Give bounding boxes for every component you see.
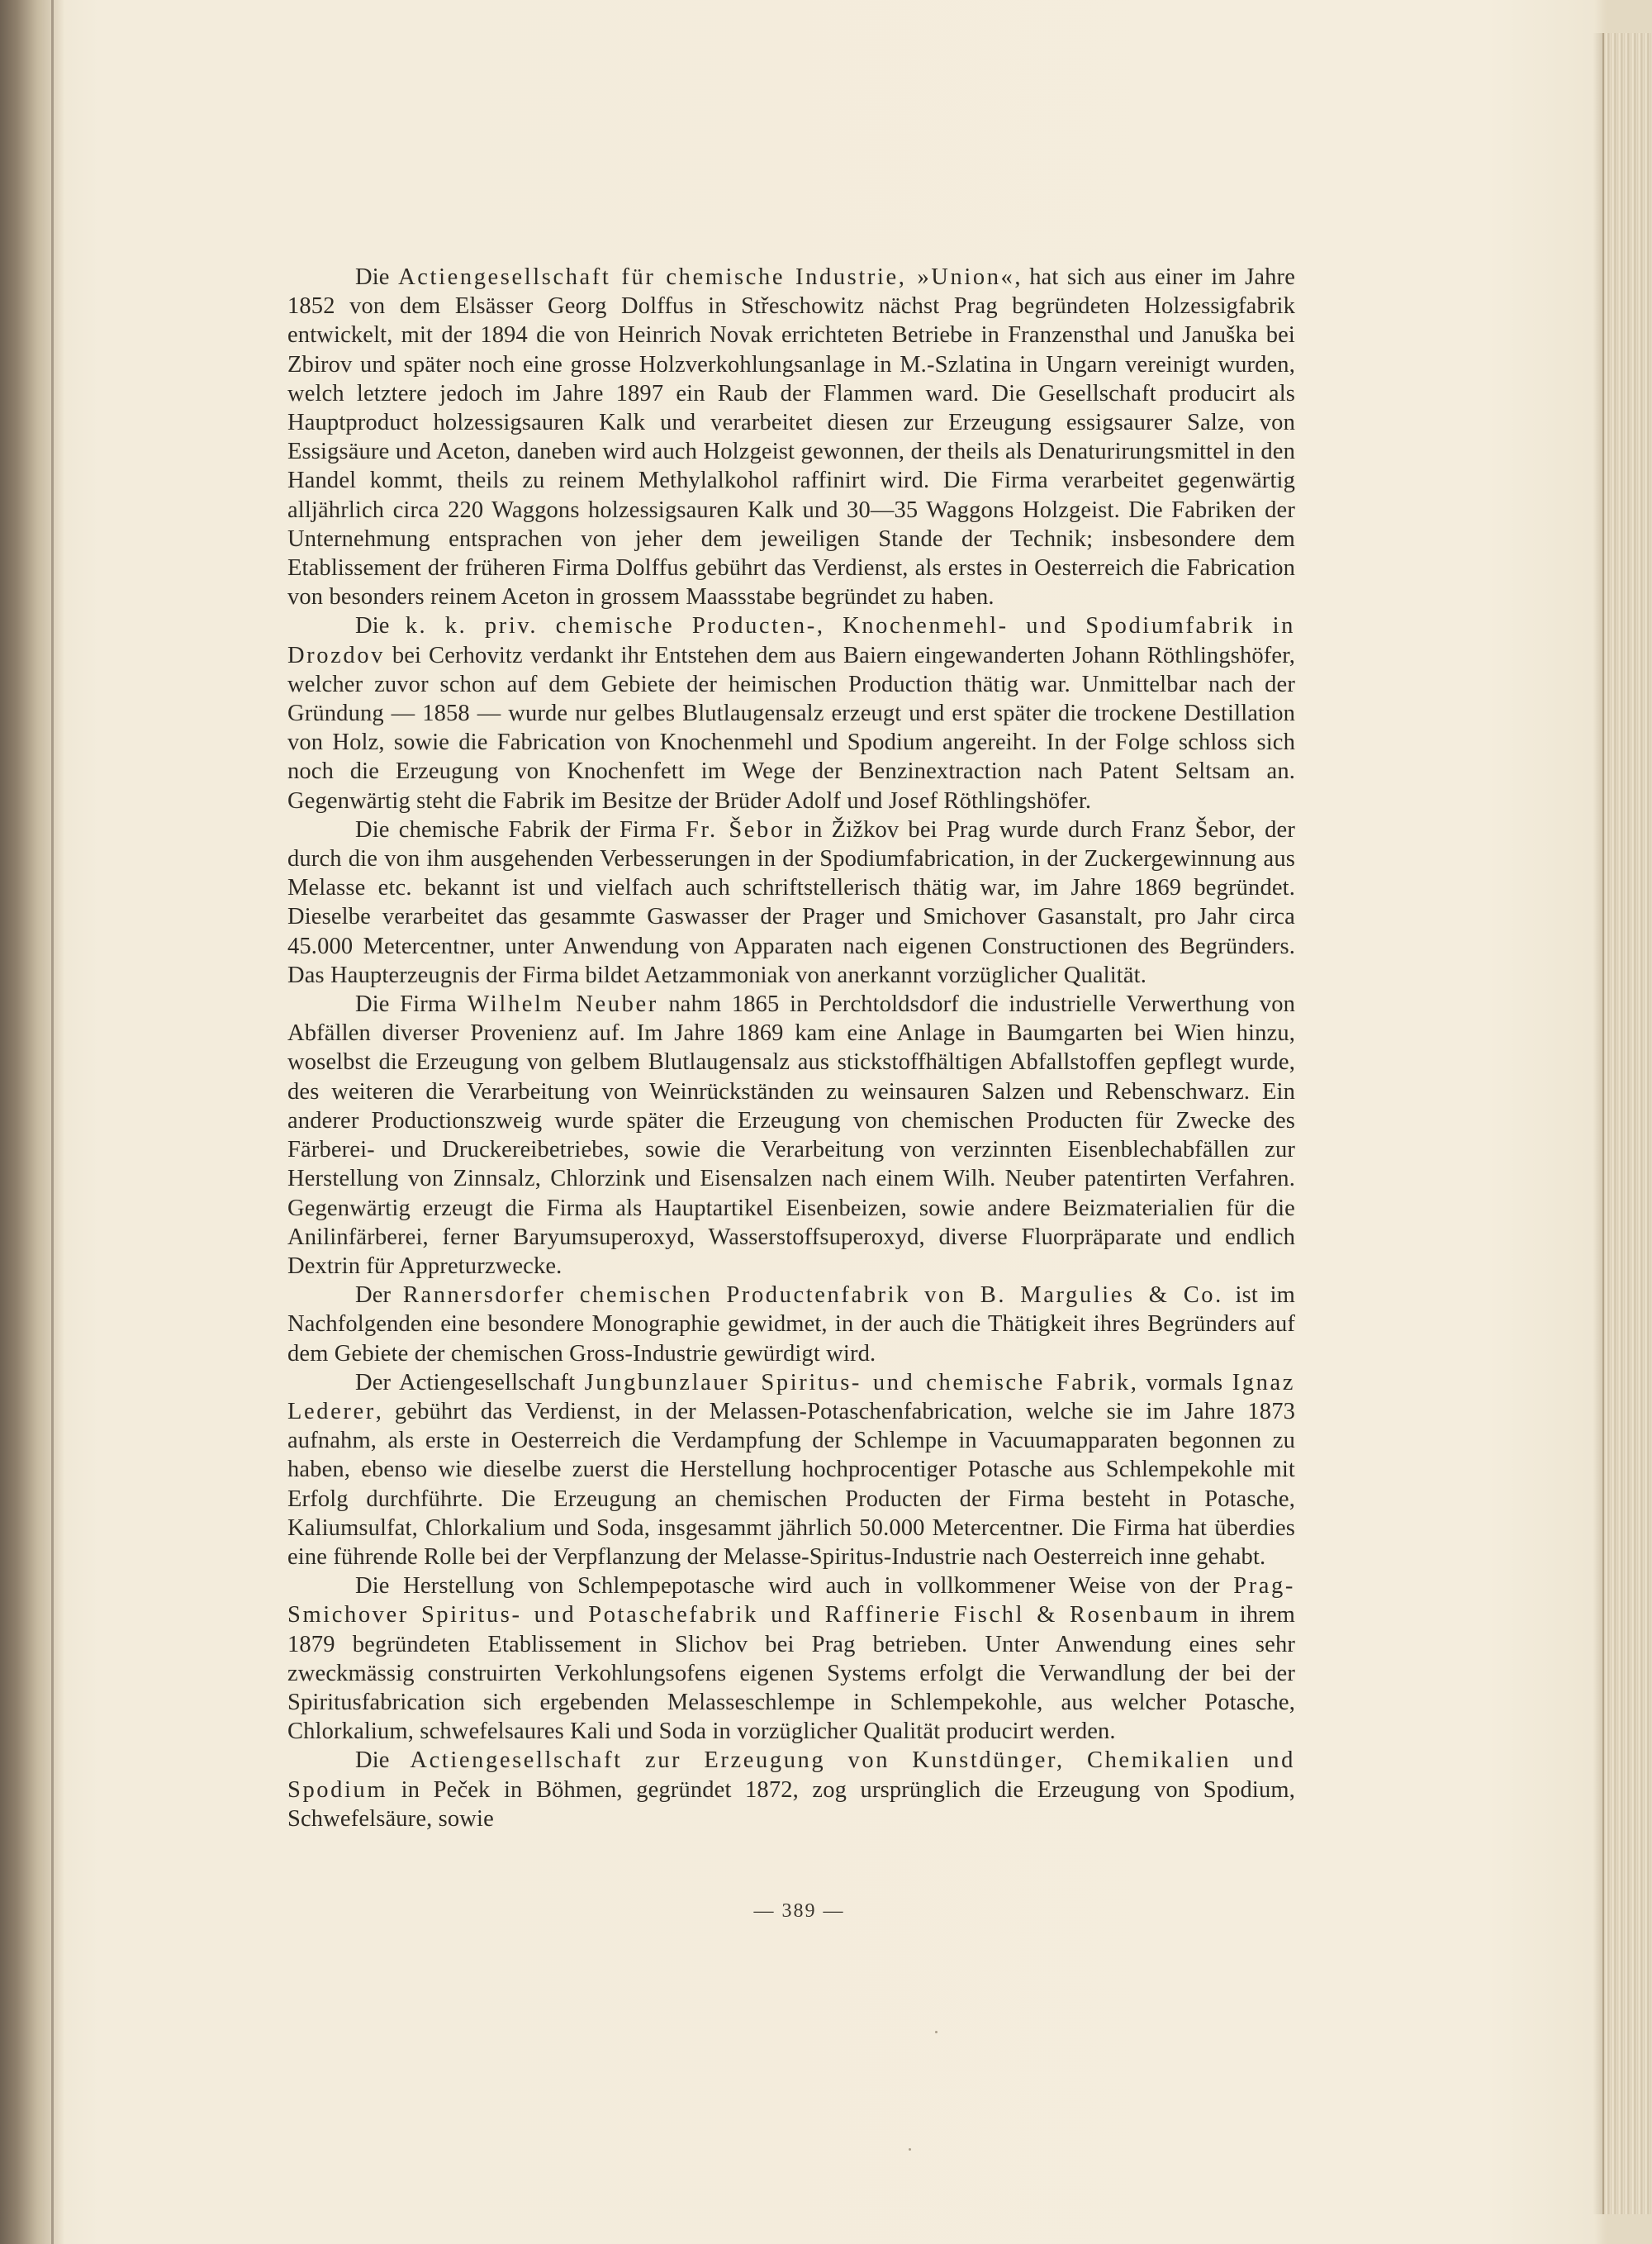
text-run: in Peček in Böhmen, gegründet 1872, zog ursprünglich die Erzeugung von Spodium, Schwefelsäure, sowie [287,1776,1295,1832]
paper-speck [935,2031,938,2033]
person-name: Ignaz Lederer [287,1369,1295,1424]
company-name: Fr. Šebor [686,816,795,843]
paragraph-4 [287,990,1295,1281]
paragraph-3 [287,815,1295,990]
company-name: Wilhelm Neuber [467,991,658,1018]
text-run: , vormals [1130,1369,1232,1395]
text-run: Die Firma [355,991,468,1018]
body-text [287,263,1295,1833]
text-run: , hat sich aus einer im Jahre 1852 von dem Elsässer Georg Dolffus in Střeschowitz nächst Prag begründeten Holzessigfabrik entwickelt, mit der 1894 die von Heinrich Novak errichteten Betriebe in Franzensthal und Januška bei Zbirov und später noch eine grosse Holzverkohlungsanlage in M.-Szlatina in Ungarn vereinigt wurden, welch letztere jedoch im Jahre 1897 ein Raub der Flammen ward. Die Gesellschaft producirt als Hauptproduct holzessigsauren Kalk und verarbeitet diesen zur Erzeugung essigsaurer Salze, von Essigsäure und Aceton, daneben wird auch Holzgeist gewonnen, der theils als Denaturirungsmittel in den Handel kommt, theils zu reinem Methylalkohol raffinirt wird. Die Firma verarbeitet gegenwärtig alljährlich circa 220 Waggons holzessigsauren Kalk und 30—35 Waggons Holzgeist. Die Fabriken der Unternehmung entsprachen von jeher dem jeweiligen Stande der Technik; insbesondere dem Etablissement der früheren Firma Dolffus gebührt das Verdienst, als erstes in Oesterreich die Fabrication von besonders reinem Aceton in grossem Maassstabe begründet zu haben. [287,264,1295,611]
text-run: in ihrem 1879 begründeten Etablissement in Slichov bei Prag betrieben. Unter Anwendung eines sehr zweckmässig construirten Verkohlungsofens eigenen Systems erfolgt die Verwandlung der bei der Spiritusfabrication sich ergebenden Melasseschlempe in Schlempekohle, aus welcher Potasche, Chlorkalium, schwefelsaures Kali und Soda in vorzüglicher Qualität producirt werden. [287,1602,1295,1745]
company-name: Actiengesellschaft zur Erzeugung von Kunstdünger, Chemikalien und Spodium [287,1747,1295,1803]
page-number: — 389 — [753,1900,845,1922]
text-run: Die [355,264,399,290]
company-name: Jungbunzlauer Spiritus- und chemische Fabrik [584,1369,1131,1395]
text-run: nahm 1865 in Perchtoldsdorf die industrielle Verwerthung von Abfällen diverser Provenienz auf. Im Jahre 1869 kam eine Anlage in Baumgarten bei Wien hinzu, woselbst die Erzeugung von gelbem Blutlaugensalz aus stickstoffhältigen Abfallstoffen gepflegt wurde, des weiteren die Verarbeitung von Weinrückständen zu weinsauren Salzen und Rebenschwarz. Ein anderer Productionszweig wurde später die Erzeugung von chemischen Producten für Zwecke des Färberei- und Druckereibetriebes, sowie die Verarbeitung von verzinnten Eisenblechabfällen zur Herstellung von Zinnsalz, Chlorzink und Eisensalzen nach einem Wilh. Neuber patentirten Verfahren. Gegenwärtig erzeugt die Firma als Hauptartikel Eisenbeizen, sowie andere Beizmaterialien für die Anilinfärberei, ferner Baryumsuperoxyd, Wasserstoffsuperoxyd, diverse Fluorpräparate und endlich Dextrin für Appreturzwecke. [287,991,1295,1279]
company-name: Prag-Smichover Spiritus- und Potaschefabrik und Raffinerie Fischl & Rosenbaum [287,1573,1295,1628]
text-run: Die [355,613,406,639]
text-run: in Žižkov bei Prag wurde durch Franz Šebor, der durch die von ihm ausgehenden Verbesserungen in der Spodiumfabrication, in der Zuckergewinnung aus Melasse etc. bekannt ist und vielfach auch schriftstellerisch thätig war, im Jahre 1869 begründet. Dieselbe verarbeitet das gesammte Gaswasser der Prager und Smichover Gasanstalt, pro Jahr circa 45.000 Metercentner, unter Anwendung von Apparaten nach eigenen Constructionen des Begründers. Das Haupterzeugnis der Firma bildet Aetzammoniak von anerkannt vorzüglicher Qualität. [287,816,1295,988]
text-run: ist im Nachfolgenden eine besondere Monographie gewidmet, in der auch die Thätigkeit ihres Begründers auf dem Gebiete der chemischen Gross-Industrie gewürdigt wird. [287,1282,1295,1367]
text-run: , gebührt das Verdienst, in der Melassen-Potaschenfabrication, welche sie im Jahre 1873 aufnahm, als erste in Oesterreich die Verdampfung der Schlempe in Vacuumapparaten begonnen zu haben, ebenso wie dieselbe zuerst die Herstellung hochprocentiger Potasche aus Schlempekohle mit Erfolg durchführte. Die Erzeugung an chemischen Producten der Firma besteht in Potasche, Kaliumsulfat, Chlorkalium und Soda, insgesammt jährlich 50.000 Metercentner. Die Firma hat überdies eine führende Rolle bei der Verpflanzung der Melasse-Spiritus-Industrie nach Oesterreich inne gehabt. [287,1398,1295,1570]
company-name: Actiengesellschaft für chemische Industrie, »Union« [398,264,1015,290]
paragraph-8 [287,1746,1295,1833]
company-name: k. k. priv. chemische Producten-, Knochenmehl- und Spodiumfabrik in Drozdov [287,613,1295,668]
text-run: Die [355,1747,411,1774]
company-name: Rannersdorfer chemischen Productenfabrik von B. Margulies & Co. [402,1282,1223,1309]
paragraph-2 [287,611,1295,815]
paper-speck [909,2148,911,2151]
paragraph-7 [287,1571,1295,1746]
text-run: Der [355,1282,403,1309]
page-stack-edge [1602,33,1652,2214]
text-run: bei Cerhovitz verdankt ihr Entstehen dem aus Baiern eingewanderten Johann Röthlingshöfer, welcher zuvor schon auf dem Gebiete der heimischen Production thätig war. Unmittelbar nach der Gründung — 1858 — wurde nur gelbes Blutlaugensalz erzeugt und erst später die trockene Destillation von Holz, sowie die Fabrication von Knochenmehl und Spodium angereiht. In der Folge schloss sich noch die Erzeugung von Knochenfett im Wege der Benzinextraction nach Patent Seltsam an. Gegenwärtig steht die Fabrik im Besitze der Brüder Adolf und Josef Röthlingshöfer. [287,642,1295,814]
text-run: Die Herstellung von Schlempepotasche wird auch in vollkommener Weise von der [355,1573,1234,1600]
text-run: Die chemische Fabrik der Firma [355,816,686,843]
paragraph-5 [287,1281,1295,1368]
text-run: Der Actiengesellschaft [355,1369,585,1395]
paragraph-1 [287,263,1295,611]
paragraph-6 [287,1368,1295,1571]
